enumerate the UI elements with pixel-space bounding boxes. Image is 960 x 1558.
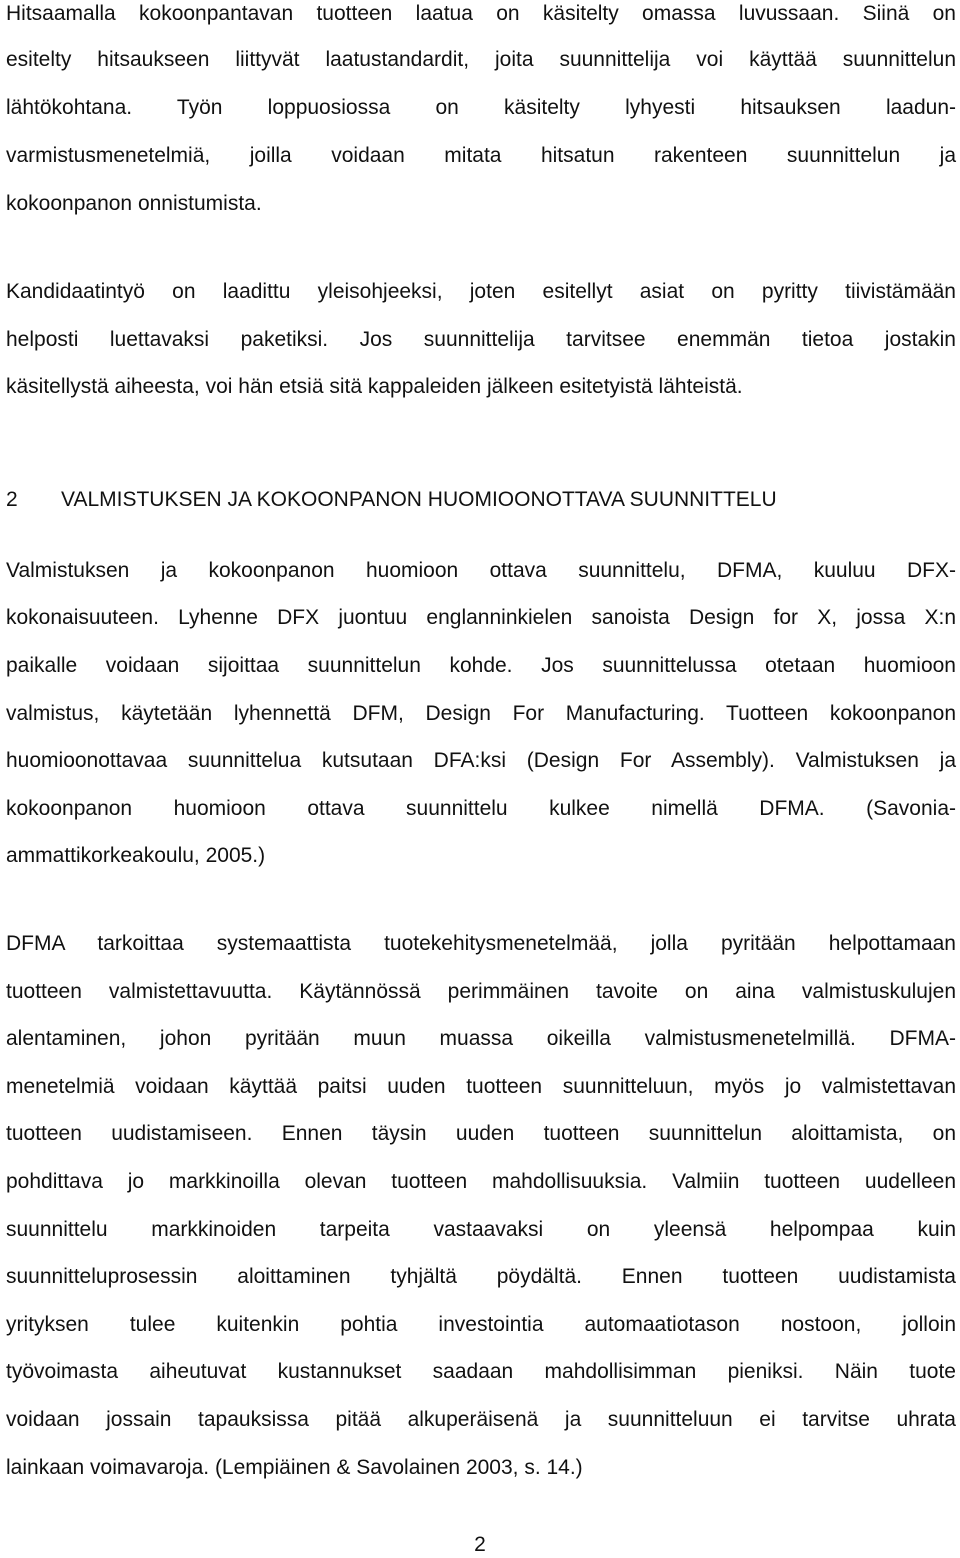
section-title: VALMISTUKSEN JA KOKOONPANON HUOMIOONOTTAVA SUUNNITTELU [61, 488, 777, 511]
definition-line-7: ammattikorkeakoulu, 2005.) [6, 844, 266, 867]
definition-line-4: valmistus, käytetään lyhennettä DFM, Design For Manufacturing. Tuotteen kokoonpanon [6, 702, 956, 725]
scope-line-3: käsitellystä aiheesta, voi hän etsiä sitä kappaleiden jälkeen esitetyistä lähteistä. [6, 375, 743, 398]
purpose-line-8: suunnitteluprosessin aloittaminen tyhjältä pöydältä. Ennen tuotteen uudistamista [6, 1265, 956, 1288]
section-heading [6, 486, 956, 514]
scope-line-1: Kandidaatintyö on laadittu yleisohjeeksi, joten esitellyt asiat on pyritty tiivistämään [6, 280, 956, 303]
intro-line-3: lähtökohtana. Työn loppuosiossa on käsitelty lyhyesti hitsauksen laadun- [6, 96, 956, 119]
section-number: 2 [6, 488, 18, 511]
purpose-line-4: menetelmiä voidaan käyttää paitsi uuden tuotteen suunnitteluun, myös jo valmistettavan [6, 1075, 956, 1098]
purpose-line-11: voidaan jossain tapauksissa pitää alkuperäisenä ja suunnitteluun ei tarvitse uhrata [6, 1408, 956, 1431]
intro-line-1: Hitsaamalla kokoonpantavan tuotteen laatua on käsitelty omassa luvussaan. Siinä on [6, 2, 956, 25]
purpose-line-12: lainkaan voimavaroja. (Lempiäinen & Savolainen 2003, s. 14.) [6, 1456, 583, 1479]
purpose-line-9: yrityksen tulee kuitenkin pohtia investointia automaatiotason nostoon, jolloin [6, 1313, 956, 1336]
definition-line-2: kokonaisuuteen. Lyhenne DFX juontuu englanninkielen sanoista Design for X, jossa X:n [6, 606, 956, 629]
intro-line-2: esitelty hitsaukseen liittyvät laatustandardit, joita suunnittelija voi käyttää suunnittelun [6, 48, 956, 71]
definition-line-5: huomioonottavaa suunnittelua kutsutaan DFA:ksi (Design For Assembly). Valmistuksen ja [6, 749, 956, 772]
intro-line-5: kokoonpanon onnistumista. [6, 192, 262, 215]
purpose-line-10: työvoimasta aiheutuvat kustannukset saadaan mahdollisimman pieniksi. Näin tuote [6, 1360, 956, 1383]
purpose-line-2: tuotteen valmistettavuutta. Käytännössä perimmäinen tavoite on aina valmistuskulujen [6, 980, 956, 1003]
purpose-line-6: pohdittava jo markkinoilla olevan tuotteen mahdollisuuksia. Valmiin tuotteen uudelleen [6, 1170, 956, 1193]
scope-line-2: helposti luettavaksi paketiksi. Jos suunnittelija tarvitsee enemmän tietoa jostakin [6, 328, 956, 351]
definition-line-1: Valmistuksen ja kokoonpanon huomioon ottava suunnittelu, DFMA, kuuluu DFX- [6, 559, 956, 582]
page-number: 2 [474, 1533, 486, 1556]
purpose-line-1: DFMA tarkoittaa systemaattista tuotekehitysmenetelmää, jolla pyritään helpottamaan [6, 932, 956, 955]
intro-line-4: varmistusmenetelmiä, joilla voidaan mitata hitsatun rakenteen suunnittelun ja [6, 144, 956, 167]
definition-line-3: paikalle voidaan sijoittaa suunnittelun kohde. Jos suunnittelussa otetaan huomioon [6, 654, 956, 677]
purpose-line-3: alentaminen, johon pyritään muun muassa oikeilla valmistusmenetelmillä. DFMA- [6, 1027, 956, 1050]
purpose-line-5: tuotteen uudistamiseen. Ennen täysin uuden tuotteen suunnittelun aloittamista, on [6, 1122, 956, 1145]
purpose-line-7: suunnittelu markkinoiden tarpeita vastaavaksi on yleensä helpompaa kuin [6, 1218, 956, 1241]
definition-line-6: kokoonpanon huomioon ottava suunnittelu kulkee nimellä DFMA. (Savonia- [6, 797, 956, 820]
